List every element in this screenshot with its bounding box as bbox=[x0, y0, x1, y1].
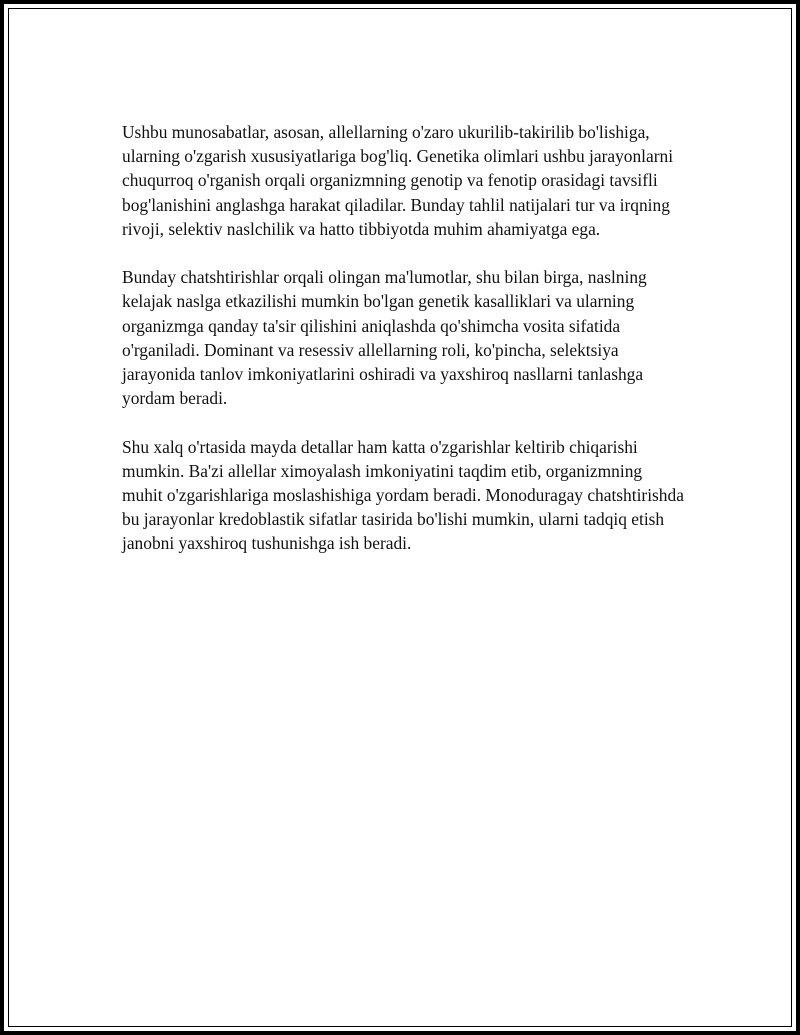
paragraph-3: Shu xalq o'rtasida mayda detallar ham katta o'zgarishlar keltirib chiqarishi mumkin. Ba'zi allellar ximoyalash imkoniyatini taqdim etib, organizmning muhit o'zgarishlariga moslashishiga yordam beradi. Monoduragay chatshtirishda bu jarayonlar kredoblastik sifatlar tasirida bo'lishi mumkin, ularni tadqiq etish janobni yaxshiroq tushunishga ish beradi. bbox=[122, 436, 684, 554]
text-body bbox=[122, 120, 687, 580]
paragraph-2: Bunday chatshtirishlar orqali olingan ma'lumotlar, shu bilan birga, naslning kelajak naslga etkazilishi mumkin bo'lgan genetik kasalliklari va ularning organizmga qanday ta'sir qilishini aniqlashda qo'shimcha vosita sifatida o'rganiladi. Dominant va resessiv allellarning roli, ko'pincha, selektsiya jarayonida tanlov imkoniyatlarini oshiradi va yaxshiroq nasllarni tanlashga yordam beradi. bbox=[122, 267, 647, 409]
paragraph-1: Ushbu munosabatlar, asosan, allellarning o'zaro ukurilib-takirilib bo'lishiga, ularning o'zgarish xususiyatlariga bog'liq. Genetika olimlari ushbu jarayonlarni chuqurroq o'rganish orqali organizmning genotip va fenotip orasidagi tavsifli bog'lanishini anglashga harakat qiladilar. Bunday tahlil natijalari tur va irqning rivoji, selektiv naslchilik va hatto tibbiyotda muhim ahamiyatga ega. bbox=[122, 122, 674, 239]
